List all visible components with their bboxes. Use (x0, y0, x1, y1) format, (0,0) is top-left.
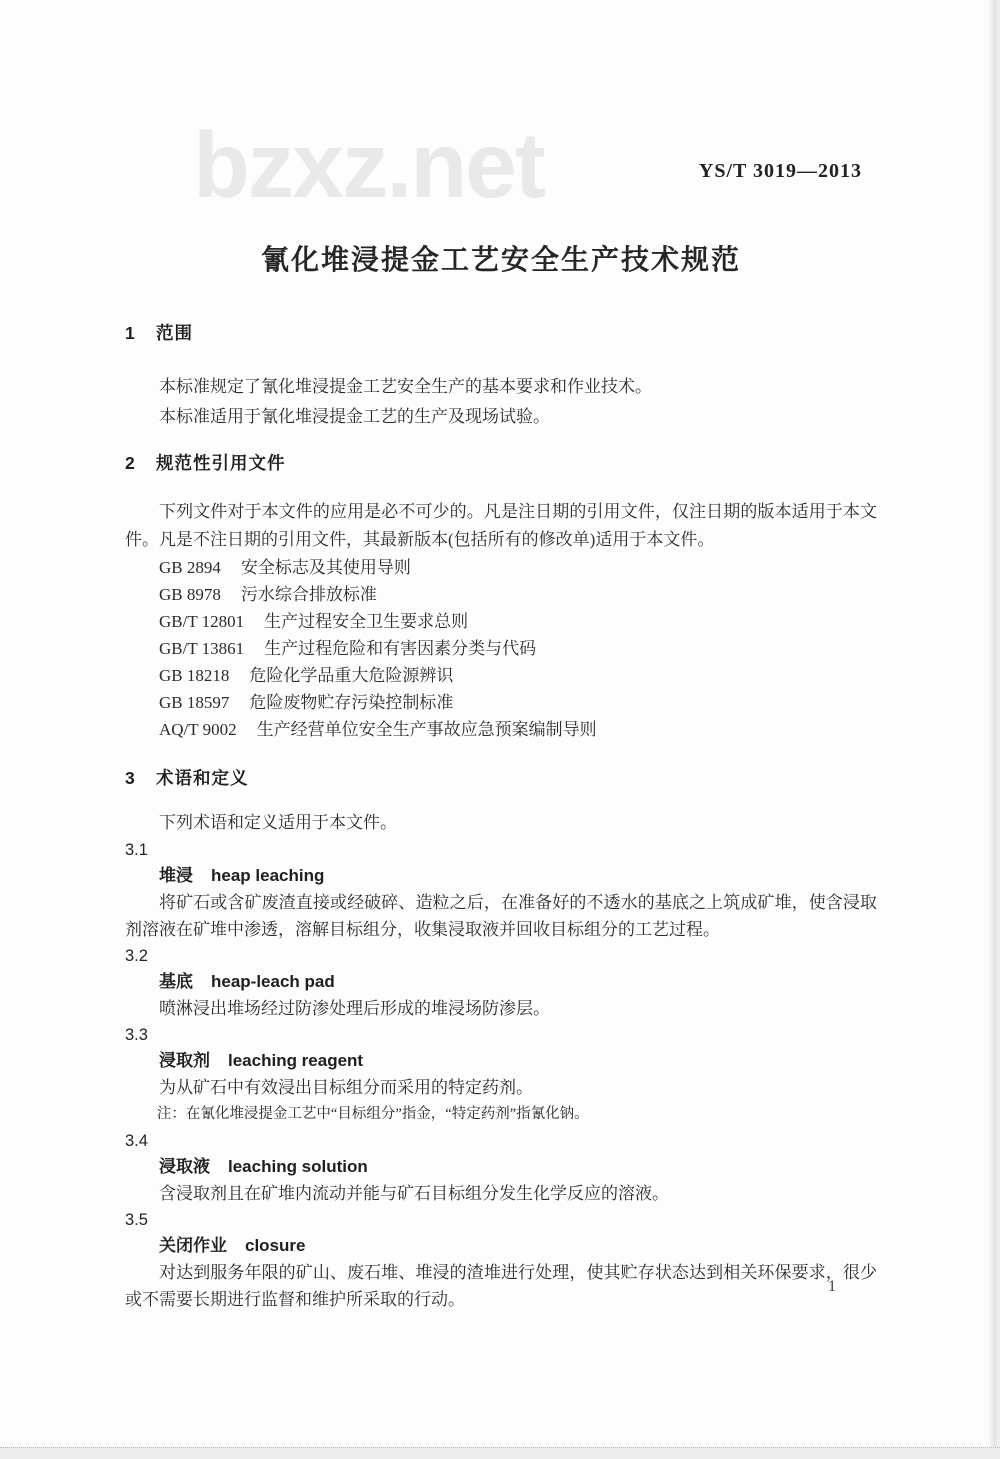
section-title: 规范性引用文件 (156, 453, 286, 473)
section-3-heading (125, 765, 877, 791)
reference-title: 生产过程安全卫生要求总则 (264, 612, 469, 631)
section-title: 术语和定义 (156, 768, 249, 788)
reference-code: GB 18597 (159, 693, 230, 712)
reference-code: GB 8978 (159, 585, 221, 604)
section-2-heading (125, 450, 877, 476)
page-number: 1 (828, 1278, 836, 1295)
term-en: closure (245, 1236, 306, 1255)
terms-intro: 下列术语和定义适用于本文件。 (159, 813, 397, 832)
reference-title: 安全标志及其使用导则 (240, 558, 411, 577)
term-definition: 含浸取剂且在矿堆内流动并能与矿石目标组分发生化学反应的溶液。 (159, 1184, 669, 1203)
reference-title: 危险化学品重大危险源辨识 (249, 666, 454, 685)
term-en: heap leaching (211, 866, 325, 885)
reference-item (125, 581, 877, 608)
standard-code: YS/T 3019—2013 (698, 160, 862, 182)
reference-code: GB/T 13861 (159, 639, 245, 658)
reference-item (125, 608, 877, 635)
section-number: 1 (125, 323, 135, 343)
section-title: 范围 (156, 323, 193, 343)
section-number: 3 (125, 768, 135, 788)
reference-title: 污水综合排放标准 (240, 585, 377, 604)
term-heading (125, 1048, 877, 1074)
reference-item (125, 716, 877, 743)
reference-code: GB/T 12801 (159, 612, 245, 631)
scope-paragraph: 本标准规定了氰化堆浸提金工艺安全生产的基本要求和作业技术。 (159, 377, 652, 396)
term-definition: 为从矿石中有效浸出目标组分而采用的特定药剂。 (159, 1078, 533, 1097)
term-definition: 对达到服务年限的矿山、废石堆、堆浸的渣堆进行处理，使其贮存状态达到相关环保要求，很少或不需要长期进行监督和维护所采取的行动。 (125, 1263, 877, 1309)
term-id: 3.5 (125, 1211, 148, 1229)
reference-item (125, 689, 877, 716)
scan-edge-right (988, 0, 1000, 1459)
scope-paragraph: 本标准适用于氰化堆浸提金工艺的生产及现场试验。 (159, 407, 550, 426)
term-zh: 关闭作业 (159, 1236, 227, 1255)
reference-title: 危险废物贮存污染控制标准 (249, 693, 454, 712)
reference-code: GB 2894 (159, 558, 221, 577)
reference-code: AQ/T 9002 (159, 720, 237, 739)
term-id: 3.3 (125, 1026, 148, 1044)
document-title: 氰化堆浸提金工艺安全生产技术规范 (260, 244, 741, 275)
scan-edge-bottom (0, 1447, 1000, 1459)
document-body (125, 320, 877, 1313)
term-definition: 喷淋浸出堆场经过防渗处理后形成的堆浸场防渗层。 (159, 999, 550, 1018)
term-id: 3.1 (125, 841, 148, 859)
reference-item (125, 662, 877, 689)
term-heading (125, 1154, 877, 1180)
term-zh: 浸取液 (159, 1157, 210, 1176)
term-heading (125, 969, 877, 995)
references-intro: 下列文件对于本文件的应用是必不可少的。凡是注日期的引用文件，仅注日期的版本适用于本文件。凡是不注日期的引用文件，其最新版本(包括所有的修改单)适用于本文件。 (125, 502, 877, 549)
reference-item (125, 554, 877, 581)
term-zh: 堆浸 (159, 866, 193, 885)
term-en: leaching reagent (228, 1051, 364, 1070)
reference-title: 生产过程危险和有害因素分类与代码 (264, 639, 537, 658)
term-note: 注：在氰化堆浸提金工艺中“目标组分”指金，“特定药剂”指氰化钠。 (156, 1106, 589, 1122)
term-heading (125, 863, 877, 889)
term-en: leaching solution (228, 1157, 368, 1176)
reference-item (125, 635, 877, 662)
term-id: 3.2 (125, 947, 148, 965)
term-heading (125, 1233, 877, 1259)
term-id: 3.4 (125, 1132, 148, 1150)
term-zh: 基底 (159, 972, 193, 991)
term-en: heap-leach pad (211, 972, 335, 991)
section-1-heading (125, 320, 877, 346)
section-number: 2 (125, 453, 135, 473)
term-definition: 将矿石或含矿废渣直接或经破碎、造粒之后，在准备好的不透水的基底之上筑成矿堆，使含浸取剂溶液在矿堆中渗透，溶解目标组分，收集浸取液并回收目标组分的工艺过程。 (125, 893, 877, 939)
reference-title: 生产经营单位安全生产事故应急预案编制导则 (256, 720, 597, 739)
term-zh: 浸取剂 (159, 1051, 210, 1070)
reference-code: GB 18218 (159, 666, 230, 685)
watermark-text: bzxz.net (193, 113, 544, 217)
